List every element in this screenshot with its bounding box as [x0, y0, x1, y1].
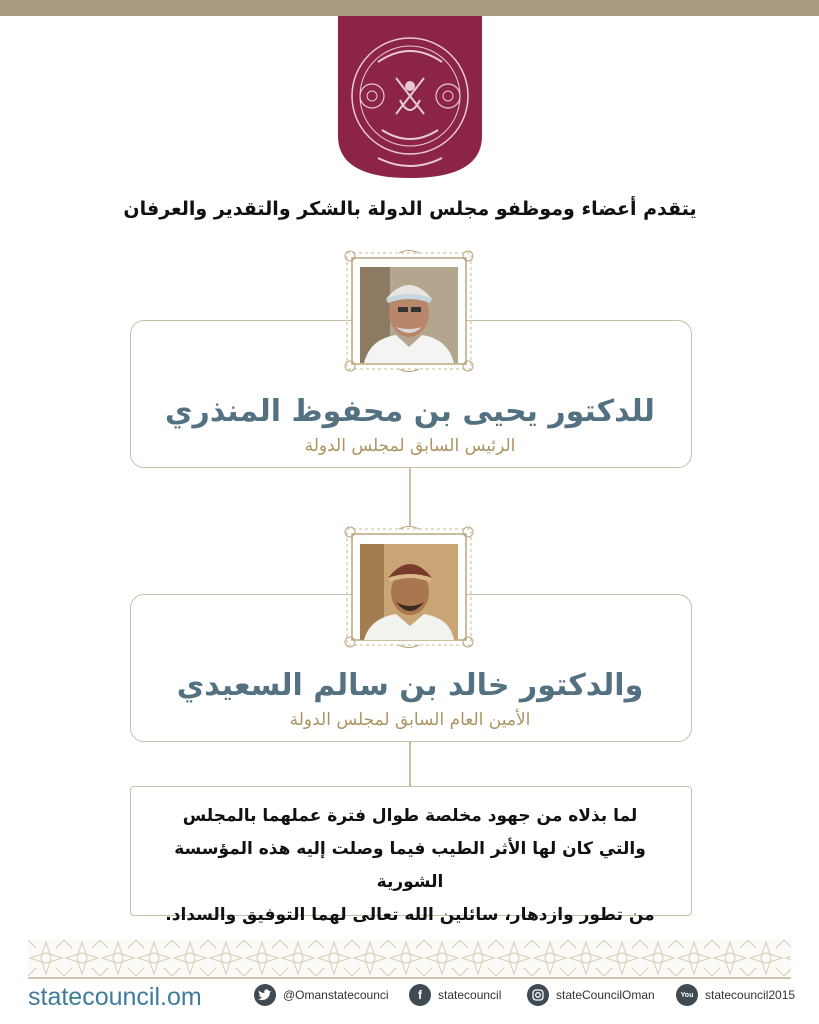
- person-role: الرئيس السابق لمجلس الدولة: [304, 436, 516, 456]
- message-line: والتي كان لها الأثر الطيب فيما وصلت إليه هذه المؤسسة الشورية: [174, 839, 646, 892]
- headline: يتقدم أعضاء وموظفو مجلس الدولة بالشكر والتقدير والعرفان: [123, 198, 697, 220]
- social-facebook[interactable]: [409, 984, 501, 1006]
- person-role: الأمين العام السابق لمجلس الدولة: [289, 710, 531, 730]
- state-council-logo: [338, 16, 482, 178]
- person-name: للدكتور يحيى بن محفوظ المنذري: [165, 394, 655, 429]
- twitter-icon: [254, 984, 276, 1006]
- connector-line: [409, 466, 411, 526]
- message-line: من تطور وازدهار، سائلين الله تعالى لهما التوفيق والسداد.: [165, 905, 655, 925]
- social-handle: stateCouncilOman: [556, 988, 655, 1002]
- social-handle: @Omanstatecounci: [283, 988, 389, 1002]
- top-bar: [0, 0, 819, 16]
- connector-line: [409, 740, 411, 786]
- footer-divider: [28, 977, 791, 979]
- instagram-icon: [527, 984, 549, 1006]
- decorative-pattern: [28, 940, 791, 976]
- social-twitter[interactable]: [254, 984, 389, 1006]
- social-youtube[interactable]: [676, 984, 795, 1006]
- social-instagram[interactable]: [527, 984, 655, 1006]
- social-handle: statecouncil: [438, 988, 502, 1002]
- youtube-icon: You: [676, 984, 698, 1006]
- message-line: لما بذلاه من جهود مخلصة طوال فترة عملهما بالمجلس: [182, 806, 638, 826]
- portrait-photo: [360, 267, 458, 363]
- thank-you-message: [140, 800, 680, 932]
- social-handle: statecouncil2015: [705, 988, 796, 1002]
- portrait-photo: [360, 544, 458, 640]
- person-name: والدكتور خالد بن سالم السعيدي: [176, 668, 644, 703]
- website-link[interactable]: statecouncil.om: [28, 983, 202, 1011]
- facebook-icon: f: [409, 984, 431, 1006]
